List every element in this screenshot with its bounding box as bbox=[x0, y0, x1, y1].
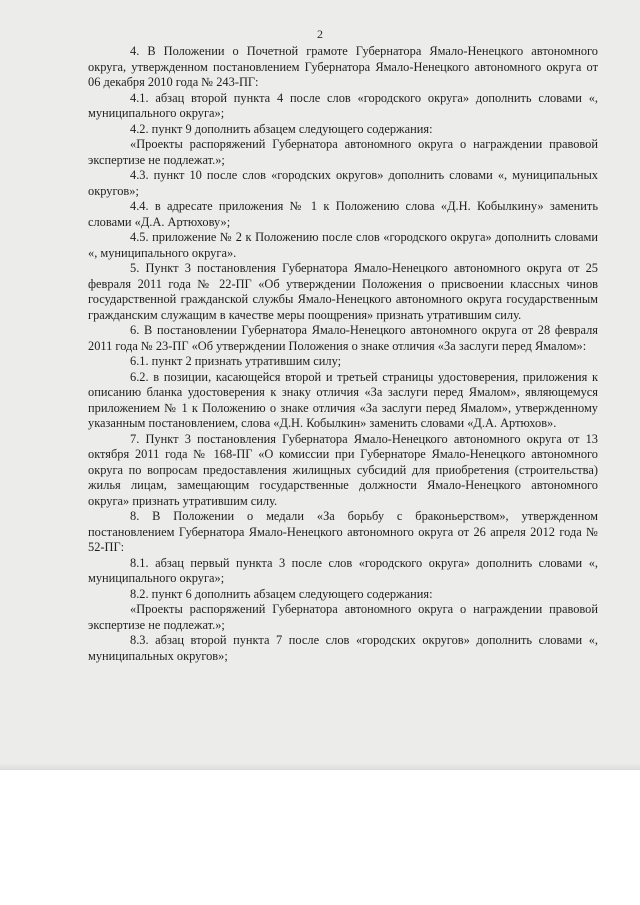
paragraph-7: 7. Пункт 3 постановления Губернатора Ямало-Ненецкого автономного округа от 13 октября 2011 года № 168-ПГ «О комиссии при Губернаторе Ямало-Ненецкого автономного округа по вопросам предоставления жилищных субсидий для приобретения (строительства) жилья лицам, замещающим государственные должности Ямало-Ненецкого автономного округа» признать утратившим силу. bbox=[88, 431, 598, 508]
paragraph-quote-1: «Проекты распоряжений Губернатора автономного округа о награждении правовой экспертизе не подлежат.»; bbox=[88, 137, 598, 167]
paragraph-4-1: 4.1. абзац второй пункта 4 после слов «городского округа» дополнить словами «, муниципального округа»; bbox=[88, 90, 598, 120]
paragraph-8-2: 8.2. пункт 6 дополнить абзацем следующего содержания: bbox=[130, 586, 433, 601]
paragraph-8-1: 8.1. абзац первый пункта 3 после слов «городского округа» дополнить словами «, муниципального округа»; bbox=[88, 555, 598, 585]
paragraph-4-4: 4.4. в адресате приложения № 1 к Положению слова «Д.Н. Кобылкину» заменить словами «Д.А. Артюхову»; bbox=[88, 199, 598, 229]
page-number: 2 bbox=[317, 27, 323, 41]
paragraph-6-2: 6.2. в позиции, касающейся второй и третьей страницы удостоверения, приложения к описанию бланка удостоверения к знаку отличия «За заслуги перед Ямалом», являющемуся приложением № 1 к Положению о знаке отличия «За заслуги перед Ямалом», утвержденному указанным постановлением, слова «Д.Н. Кобылкин» заменить словами «Д.А. Артюхов». bbox=[88, 369, 598, 430]
scan-edge bbox=[0, 763, 640, 770]
paragraph-6-1: 6.1. пункт 2 признать утратившим силу; bbox=[130, 354, 342, 368]
paragraph-6: 6. В постановлении Губернатора Ямало-Ненецкого автономного округа от 28 февраля 2011 года № 23-ПГ «Об утверждении Положения о знаке отличия «За заслуги перед Ямалом»: bbox=[88, 323, 598, 353]
document-body bbox=[88, 44, 598, 664]
paragraph-8: 8. В Положении о медали «За борьбу с браконьерством», утвержденном постановлением Губернатора Ямало-Ненецкого автономного округа от 26 апреля 2012 года № 52-ПГ: bbox=[88, 509, 598, 554]
paragraph-quote-2: «Проекты распоряжений Губернатора автономного округа о награждении правовой экспертизе не подлежат.»; bbox=[88, 602, 598, 632]
paragraph-5: 5. Пункт 3 постановления Губернатора Ямало-Ненецкого автономного округа от 25 февраля 2011 года № 22-ПГ «Об утверждении Положения о присвоении классных чинов государственной гражданской службы Ямало-Ненецкого автономного округа государственным гражданским служащим в качестве меры поощрения» признать утратившим силу. bbox=[88, 261, 598, 322]
paragraph-4-3: 4.3. пункт 10 после слов «городских округов» дополнить словами «, муниципальных округов»; bbox=[88, 168, 598, 198]
paragraph-4: 4. В Положении о Почетной грамоте Губернатора Ямало-Ненецкого автономного округа, утвержденном постановлением Губернатора Ямало-Ненецкого автономного округа от 06 декабря 2010 года № 243-ПГ: bbox=[88, 44, 598, 89]
paragraph-4-2: 4.2. пункт 9 дополнить абзацем следующего содержания: bbox=[130, 121, 433, 136]
paragraph-8-3: 8.3. абзац второй пункта 7 после слов «городских округов» дополнить словами «, муниципальных округов»; bbox=[88, 633, 598, 663]
paragraph-4-5: 4.5. приложение № 2 к Положению после слов «городского округа» дополнить словами «, муниципального округа». bbox=[88, 230, 598, 260]
